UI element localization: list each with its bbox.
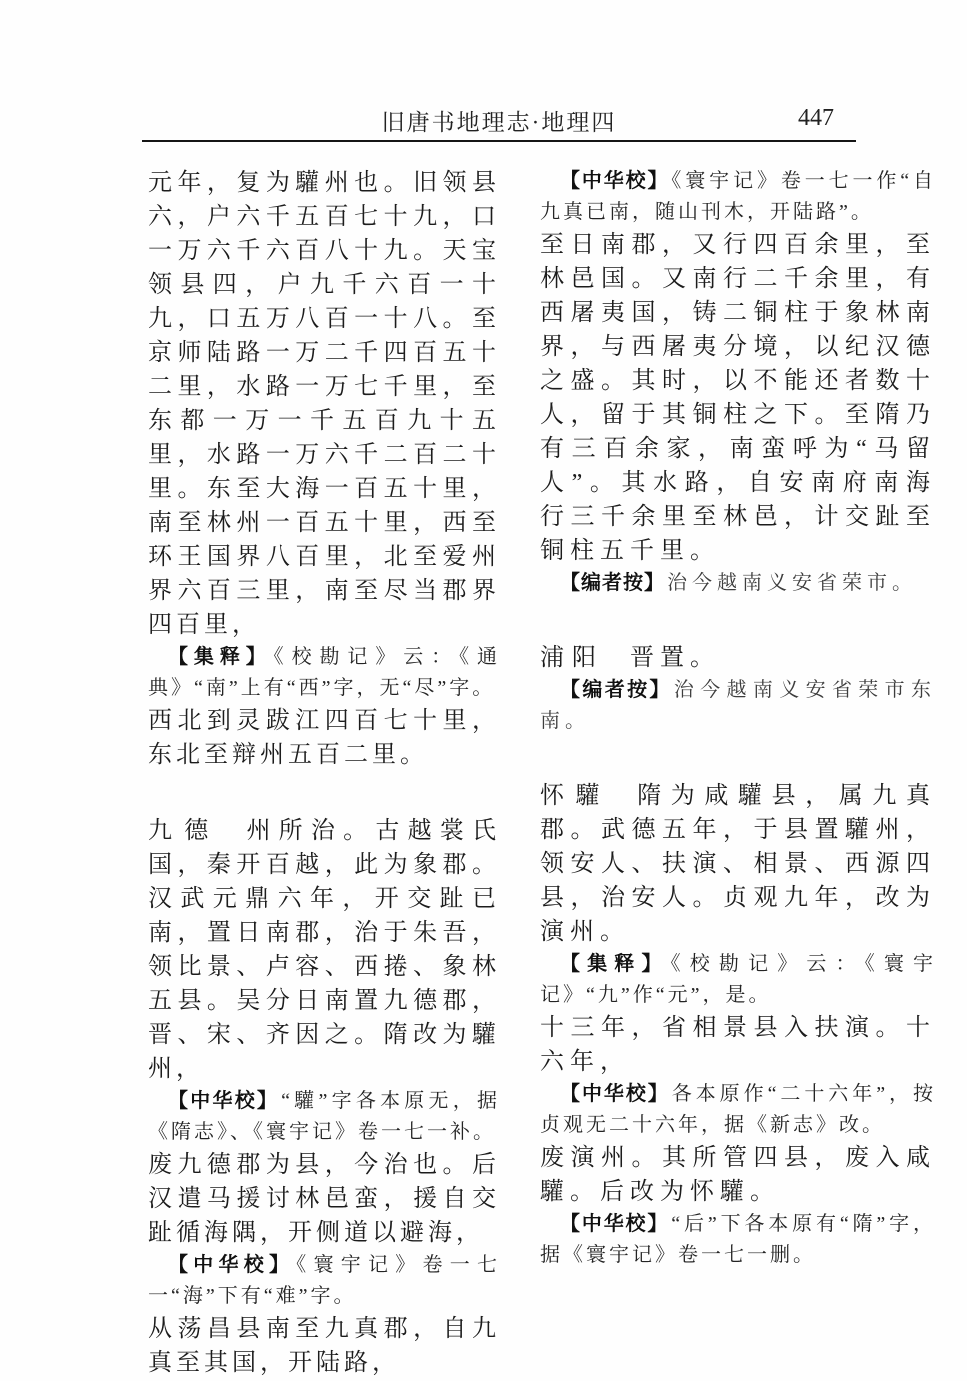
entry-paragraph: 浦阳 晋置。 bbox=[540, 645, 720, 671]
body-paragraph: 废演州。其所管四县，废入咸驩。后改为怀驩。 bbox=[540, 1145, 936, 1205]
paragraph-gap bbox=[540, 599, 936, 641]
body-paragraph: 西北到灵跋江四百七十里，东北至辩州五百二里。 bbox=[148, 708, 500, 768]
entry-paragraph: 怀驩 隋为咸驩县，属九真郡。武德五年，于县置驩州，领安人、扶演、相景、西源四县，治安人。贞观九年，改为演州。 bbox=[540, 783, 937, 945]
annotation-label: 【中华校】 bbox=[560, 1083, 670, 1105]
body-paragraph: 至日南郡，又行四百余里，至林邑国。又南行二千余里，有西屠夷国，铸二铜柱于象林南界，与西屠夷分境，以纪汉德之盛。其时，以不能还者数十人，留于其铜柱之下。至隋乃有三百余家，南蛮呼为“马留人”。其水路，自安南府南海行三千余里至林邑，计交趾至铜柱五千里。 bbox=[540, 232, 936, 564]
annotation-paragraph: 【编者按】 治今越南义安省荣市东南。 bbox=[540, 679, 937, 732]
annotation-paragraph: 【集释】 《校勘记》云：《寰宇记》“九”作“元”，是。 bbox=[540, 953, 937, 1006]
annotation-label: 【集释】 bbox=[168, 646, 272, 668]
annotation-label: 【编者按】 bbox=[560, 679, 672, 701]
annotation-paragraph: 【中华校】 各本原作“二十六年”，按贞观无二十六年，据《新志》改。 bbox=[540, 1083, 936, 1136]
running-head bbox=[142, 104, 856, 138]
body-paragraph: 元年，复为驩州也。旧领县六，户六千五百七十九，口一万六千六百八十九。天宝领县四，户九千六百一十九，口五万八百一十八。至京师陆路一万二千四百五十二里，水路一万七千里，至东都一万一千五百九十五里，水路一万六千二百二十里。东至大海一百五十里，南至林州一百五十里，西至环王国界八百里，北至爱州界六百三里，南至尽当郡界四百里， bbox=[148, 170, 500, 638]
header-rule bbox=[142, 140, 856, 142]
body-paragraph: 废九德郡为县，今治也。后汉遣马援讨林邑蛮，援自交趾循海隅，开侧道以避海， bbox=[148, 1152, 500, 1246]
body-paragraph: 十三年，省相景县入扶演。十六年， bbox=[540, 1015, 936, 1075]
page-number: 447 bbox=[798, 105, 834, 131]
text-column-left bbox=[148, 166, 500, 1380]
annotation-label: 【中华校】 bbox=[560, 170, 670, 192]
paragraph-gap bbox=[540, 737, 936, 779]
entry-head: 怀驩 bbox=[540, 783, 612, 809]
entry-head: 九德 bbox=[148, 818, 221, 844]
annotation-paragraph: 【中华校】 《寰宇记》卷一七一“海”下有“难”字。 bbox=[148, 1254, 500, 1307]
entry-paragraph: 九德 州所治。古越裳氏国，秦开百越，此为象郡。汉武元鼎六年，开交趾已南，置日南郡，治于朱吾，领比景、卢容、西捲、象林五县。吴分日南置九德郡，晋、宋、齐因之。隋改为驩州， bbox=[148, 818, 501, 1082]
annotation-paragraph: 【集释】 《校勘记》云：《通典》“南”上有“西”字，无“尽”字。 bbox=[148, 646, 501, 699]
annotation-label: 【中华校】 bbox=[168, 1254, 295, 1276]
page-title: 旧唐书地理志·地理四 bbox=[381, 110, 617, 135]
entry-head: 浦阳 bbox=[540, 645, 604, 671]
paragraph-gap bbox=[148, 772, 500, 814]
annotation-paragraph: 【编者按】 治今越南义安省荣市。 bbox=[560, 572, 917, 594]
annotation-paragraph: 【中华校】 “后”下各本原有“隋”字，据《寰宇记》卷一七一删。 bbox=[540, 1213, 936, 1266]
annotation-paragraph: 【中华校】 “驩”字各本原无，据《隋志》、《寰宇记》卷一七一补。 bbox=[148, 1090, 500, 1143]
body-paragraph: 从荡昌县南至九真郡，自九真至其国，开陆路， bbox=[148, 1316, 500, 1376]
annotation-label: 【中华校】 bbox=[560, 1213, 670, 1235]
annotation-label: 【中华校】 bbox=[168, 1090, 280, 1112]
annotation-paragraph: 【中华校】 《寰宇记》卷一七一作“自九真已南，随山刊木，开陆路”。 bbox=[540, 170, 936, 223]
annotation-label: 【集释】 bbox=[560, 953, 669, 975]
text-column-right bbox=[540, 166, 936, 1271]
annotation-label: 【编者按】 bbox=[560, 572, 665, 594]
